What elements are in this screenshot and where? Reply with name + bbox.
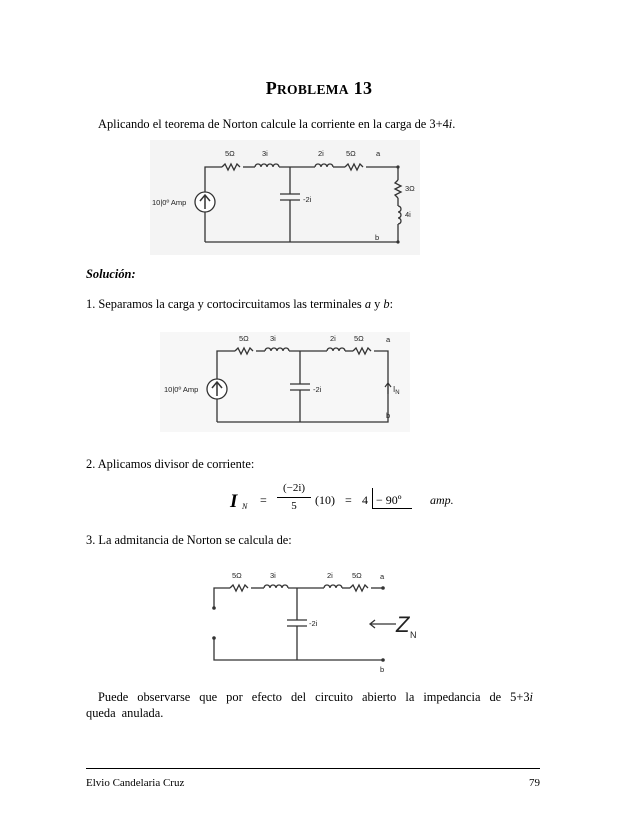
terminal-a: [396, 165, 399, 168]
eq-unit: amp.: [430, 493, 454, 507]
eq-numerator: (−2i): [282, 482, 306, 494]
source-label: 10|0º Amp: [152, 198, 187, 207]
intro-text: [98, 116, 455, 132]
step1-mid: y: [371, 297, 384, 311]
inductor-2i: [324, 585, 342, 588]
wire-left-top: [214, 588, 230, 608]
zn-label: Z: [396, 612, 410, 637]
terminal-a: [381, 586, 385, 590]
circuit-diagram-1: [150, 140, 420, 255]
step1-b: b: [383, 297, 390, 311]
footer-divider: [86, 768, 540, 769]
node-a-label: a: [376, 149, 381, 158]
resistor-5ohm-2: [350, 585, 368, 591]
circuit-diagram-2: [160, 332, 410, 432]
closing-italic: i: [529, 690, 533, 704]
eq-lhs-sub: N: [242, 502, 248, 511]
terminal-b: [381, 658, 385, 662]
open-terminal-bottom: [212, 636, 216, 640]
circuit-diagram-3: [200, 566, 420, 674]
r2-label: 5Ω: [346, 149, 356, 158]
title-first-letter: P: [265, 78, 277, 98]
eq-angle: − 90º: [376, 493, 402, 507]
solution-heading: Solución:: [86, 267, 136, 281]
l1-label: 3i: [270, 334, 276, 343]
angle-bar-horizontal: [372, 508, 412, 509]
problem-title: [0, 78, 638, 99]
step3-text: 3. La admitancia de Norton se calcula de:: [86, 533, 292, 547]
eq-equals: =: [260, 493, 267, 507]
zn-sub: N: [410, 630, 417, 640]
title-rest: ROBLEMA: [277, 82, 349, 97]
intro-italic: i: [448, 117, 453, 131]
page-number: 79: [529, 777, 540, 789]
r2-label: 5Ω: [354, 334, 364, 343]
open-terminal-top: [212, 606, 216, 610]
capacitor-neg2i: [287, 588, 307, 660]
l1-label: 3i: [270, 571, 276, 580]
step1-suffix: :: [389, 297, 394, 311]
r2-label: 5Ω: [352, 571, 362, 580]
r1-label: 5Ω: [232, 571, 242, 580]
step1-prefix: 1. Separamos la carga y cortocircuitamos las terminales: [86, 297, 365, 311]
cap-label: -2i: [303, 195, 312, 204]
eq-equals-2: =: [345, 493, 352, 507]
inductor-3i: [264, 585, 288, 588]
node-b-label: b: [380, 665, 385, 674]
node-b-label: b: [375, 233, 380, 242]
node-b-label: b: [386, 411, 391, 420]
closing-suffix: queda anulada.: [86, 706, 164, 720]
eq-lhs: I: [230, 491, 238, 512]
terminal-b: [396, 240, 399, 243]
title-number: 13: [353, 78, 373, 98]
angle-bar-vertical: [372, 488, 373, 508]
l2-label: 2i: [318, 149, 324, 158]
node-a-label: a: [386, 335, 391, 344]
footer-author: Elvio Candelaria Cruz: [86, 777, 185, 789]
eq-denominator: 5: [291, 500, 297, 512]
step1-a: a: [364, 297, 372, 311]
source-label: 10|0º Amp: [164, 385, 199, 394]
norton-current-label: $I_N$: [393, 385, 400, 396]
l2-label: 2i: [327, 571, 333, 580]
norton-current-equation: [230, 480, 550, 522]
l1-label: 3i: [262, 149, 268, 158]
closing-text: Puede observarse que por efecto del circuito abierto la impedancia de 5+3: [98, 690, 530, 704]
intro-prefix: Aplicando el teorema de Norton calcule la corriente en la carga de 3+4: [98, 117, 449, 131]
step2-text: 2. Aplicamos divisor de corriente:: [86, 457, 255, 471]
eq-magnitude: 4: [362, 493, 368, 507]
resistor-5ohm: [230, 585, 248, 591]
l2-label: 2i: [330, 334, 336, 343]
node-a-label: a: [380, 572, 385, 581]
cap-label: -2i: [313, 385, 322, 394]
closing-paragraph: [86, 689, 533, 721]
arrow-left-icon: [370, 620, 396, 628]
r1-label: 5Ω: [239, 334, 249, 343]
r3-label: 3Ω: [405, 184, 415, 193]
intro-suffix: .: [452, 117, 456, 131]
wire-left-bottom: [214, 638, 383, 660]
l3-label: 4i: [405, 210, 411, 219]
r1-label: 5Ω: [225, 149, 235, 158]
fraction-bar: [277, 497, 311, 498]
cap-label: -2i: [309, 619, 318, 628]
diagram-background: [160, 332, 410, 432]
step1-text: [86, 296, 393, 312]
eq-factor: (10): [315, 493, 335, 507]
